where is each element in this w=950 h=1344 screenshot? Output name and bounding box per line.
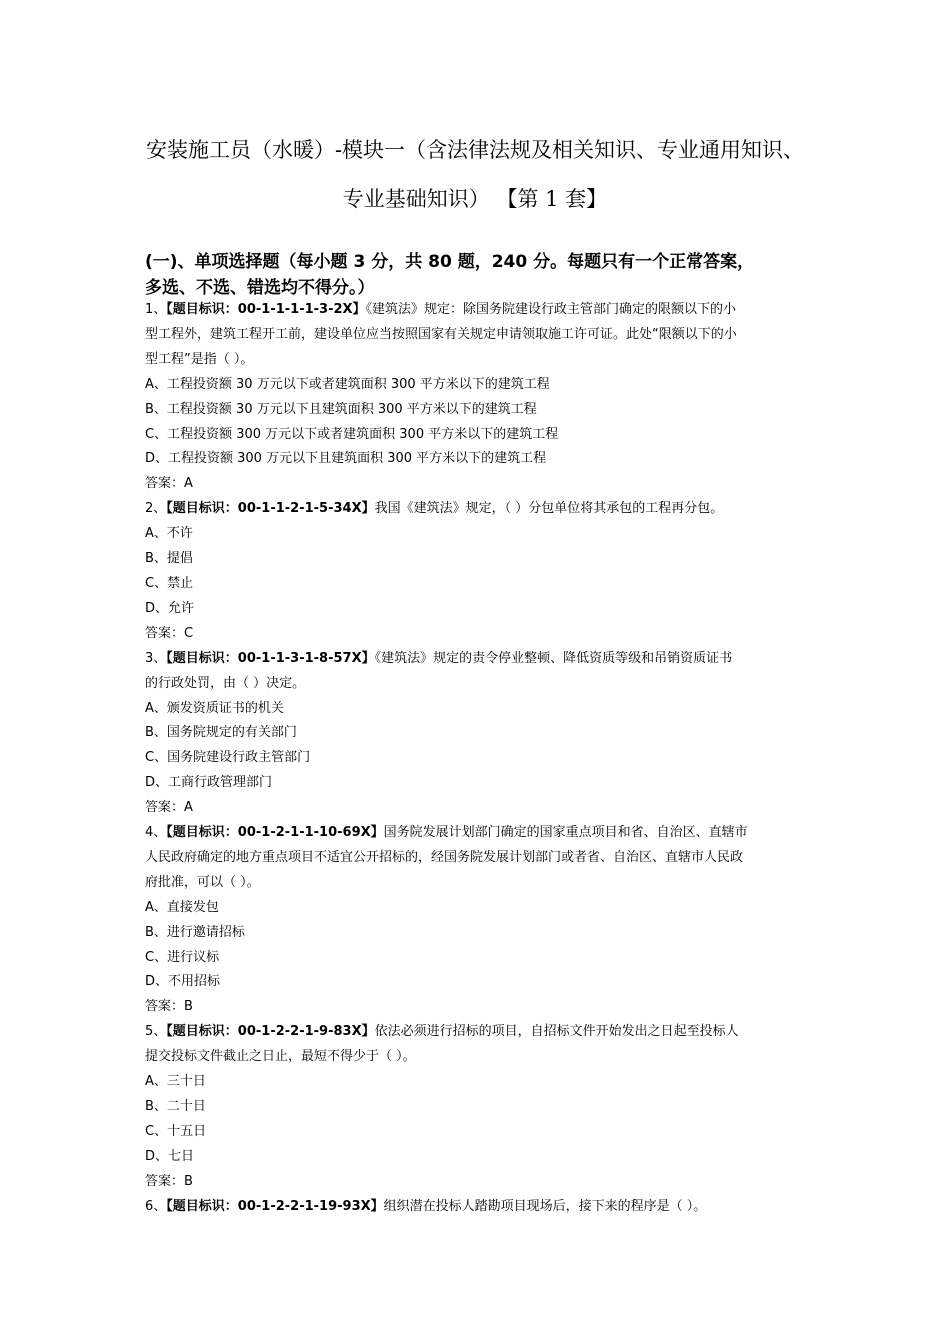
answer-option: D、七日: [145, 1148, 195, 1164]
question-stem-line: [145, 348, 815, 373]
answer-option: D、允许: [145, 600, 195, 616]
question-item: [145, 1195, 815, 1220]
question-stem-text: 府批准，可以（ ）。: [145, 874, 260, 890]
answer-option: A、直接发包: [145, 899, 219, 915]
answer-option: C、工程投资额 300 万元以下或者建筑面积 300 平方米以下的建筑工程: [145, 426, 559, 442]
answer-key: 答案：B: [145, 1173, 193, 1189]
answer-option: C、十五日: [145, 1123, 207, 1139]
question-stem-line: [145, 672, 815, 697]
question-tag: 【题目标识：00-1-2-2-1-19-93X】: [166, 1198, 384, 1214]
answer-key: 答案：A: [145, 476, 193, 492]
answer-option: B、国务院规定的有关部门: [145, 725, 297, 741]
question-stem-line-first: [145, 497, 815, 522]
question-tag: 【题目标识：00-1-2-2-1-9-83X】: [166, 1024, 375, 1040]
question-item: [145, 647, 815, 821]
answer-option: B、进行邀请招标: [145, 924, 245, 940]
question-tag: 【题目标识：00-1-1-2-1-5-34X】: [166, 501, 375, 517]
question-number: 6、: [145, 1198, 167, 1214]
question-stem-line-first: [145, 647, 815, 672]
question-item: [145, 1020, 815, 1194]
question-stem-line: [145, 846, 815, 871]
answer-option: D、不用招标: [145, 974, 221, 990]
question-stem-text: 国务院发展计划部门确定的国家重点项目和省、自治区、直辖市: [383, 825, 748, 841]
question-stem-line-first: [145, 1195, 815, 1220]
question-stem-line: [145, 323, 815, 348]
answer-option: D、工程投资额 300 万元以下且建筑面积 300 平方米以下的建筑工程: [145, 451, 547, 467]
answer-option: A、颁发资质证书的机关: [145, 700, 284, 716]
question-stem-text: 提交投标文件截止之日止，最短不得少于（ ）。: [145, 1049, 416, 1065]
question-stem-text: 型工程”是指（ ）。: [145, 351, 254, 367]
answer-option: A、不许: [145, 526, 193, 542]
answer-option: C、国务院建设行政主管部门: [145, 750, 311, 766]
question-stem-text: 《建筑法》规定的责令停业整顿、降低资质等级和吊销资质证书: [374, 650, 733, 666]
question-stem-text: 人民政府确定的地方重点项目不适宜公开招标的，经国务院发展计划部门或者省、自治区、直辖市人民政: [145, 849, 744, 865]
question-number: 5、: [145, 1024, 167, 1040]
question-stem-line: [145, 871, 815, 896]
answer-option: B、二十日: [145, 1099, 206, 1114]
question-stem-line: [145, 1045, 815, 1070]
question-stem-line-first: [145, 1020, 815, 1045]
question-stem-text: 《建筑法》规定：除国务院建设行政主管部门确定的限额以下的小: [365, 302, 737, 317]
question-tag: 【题目标识：00-1-2-1-1-10-69X】: [166, 825, 384, 841]
question-stem-text: 组织潜在投标人踏勘项目现场后，接下来的程序是（ ）。: [383, 1198, 707, 1214]
answer-option: C、进行议标: [145, 949, 220, 965]
answer-option: C、禁止: [145, 575, 194, 591]
question-stem-line-first: [145, 821, 815, 846]
question-stem-text: 我国《建筑法》规定，（ ）分包单位将其承包的工程再分包。: [374, 501, 724, 517]
answer-option: A、三十日: [145, 1074, 206, 1090]
section-heading-line-2: 多选、不选、错选均不得分。）: [145, 278, 375, 298]
question-item: [145, 298, 815, 497]
question-number: 3、: [145, 650, 167, 666]
answer-option: A、工程投资额 30 万元以下或者建筑面积 300 平方米以下的建筑工程: [145, 376, 550, 392]
answer-key: 答案：A: [145, 800, 193, 816]
answer-key: 答案：B: [145, 999, 193, 1015]
answer-key: 答案：C: [145, 625, 194, 641]
answer-option: B、提倡: [145, 551, 193, 567]
document-title-line-1: 安装施工员（水暖）-模块一（含法律法规及相关知识、专业通用知识、: [145, 138, 805, 162]
question-stem-text: 型工程外，建筑工程开工前，建设单位应当按照国家有关规定申请领取施工许可证。此处“限额以下的小: [145, 326, 737, 342]
question-item: [145, 821, 815, 1020]
question-stem-text: 的行政处罚，由（ ）决定。: [145, 675, 306, 691]
answer-option: B、工程投资额 30 万元以下且建筑面积 300 平方米以下的建筑工程: [145, 401, 537, 417]
question-number: 4、: [145, 825, 167, 841]
document-title-line-2: 专业基础知识） 【第 1 套】: [342, 187, 608, 211]
section-heading: [145, 249, 825, 301]
question-tag: 【题目标识：00-1-1-1-1-3-2X】: [166, 302, 366, 317]
question-stem-text: 依法必须进行招标的项目，自招标文件开始发出之日起至投标人: [374, 1024, 739, 1040]
question-tag: 【题目标识：00-1-1-3-1-8-57X】: [166, 650, 375, 666]
question-number: 1、: [145, 302, 167, 317]
question-number: 2、: [145, 501, 167, 517]
question-item: [145, 497, 815, 646]
question-list: [145, 298, 815, 1220]
answer-option: D、工商行政管理部门: [145, 775, 273, 791]
question-stem-line-first: [145, 298, 815, 323]
section-heading-line-1: (一)、单项选择题（每小题 3 分，共 80 题，240 分。每题只有一个正常答案，: [145, 252, 755, 272]
